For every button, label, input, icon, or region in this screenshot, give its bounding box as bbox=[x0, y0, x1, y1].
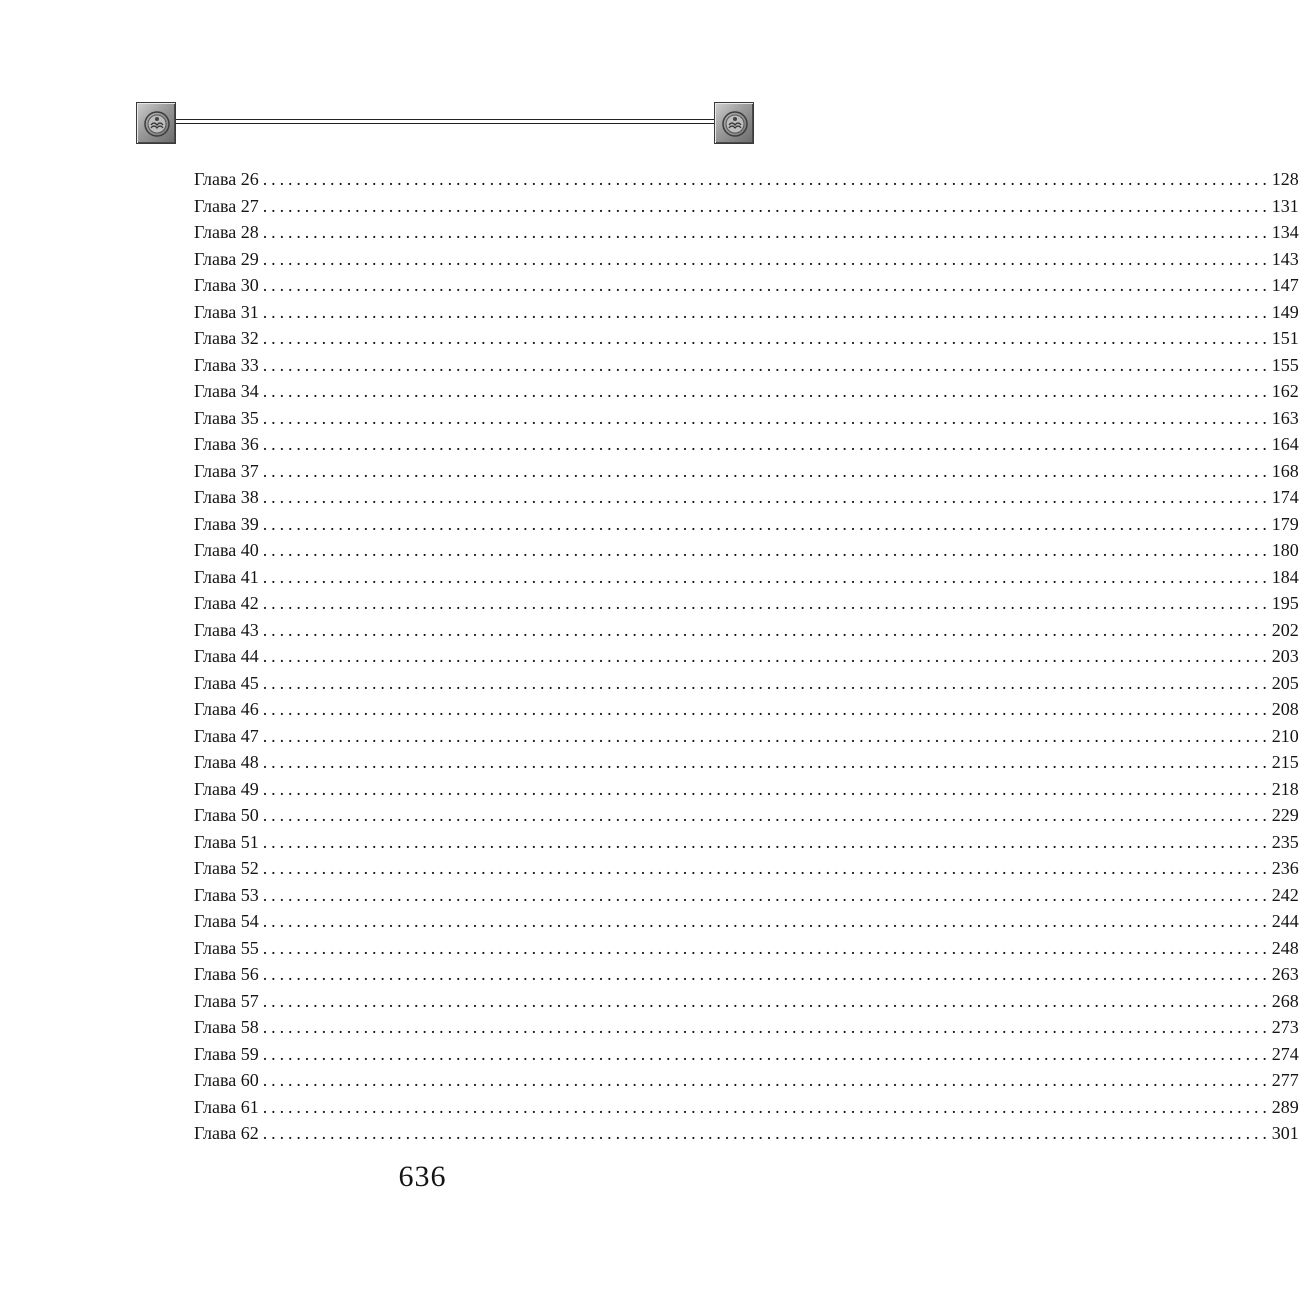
toc-entry-page: 162 bbox=[1271, 381, 1299, 401]
toc-entry-page: 235 bbox=[1271, 831, 1299, 852]
toc-entry-page: 203 bbox=[1271, 646, 1299, 666]
dot-leader: ........................................................................................................................ bbox=[262, 831, 1271, 852]
toc-entry bbox=[194, 643, 1299, 670]
toc-entry-label: Глава 50 bbox=[194, 805, 259, 825]
toc-entry-page: 301 bbox=[1271, 1123, 1299, 1143]
toc-entry-label: Глава 32 bbox=[194, 328, 259, 348]
dot-leader: ........................................................................................................................ bbox=[262, 275, 1271, 295]
toc-entry-label: Глава 52 bbox=[194, 858, 259, 878]
dot-leader: ........................................................................................................................ bbox=[262, 169, 1271, 189]
toc-entry bbox=[194, 908, 1299, 935]
dot-leader: ........................................................................................................................ bbox=[262, 619, 1271, 640]
toc-entry bbox=[194, 1041, 1299, 1068]
toc-entry bbox=[194, 776, 1299, 803]
toc-entry-label: Глава 54 bbox=[194, 911, 259, 931]
toc-entry-label: Глава 57 bbox=[194, 990, 259, 1011]
toc-entry-label: Глава 61 bbox=[194, 1096, 259, 1117]
dot-leader: ........................................................................................................................ bbox=[262, 805, 1271, 825]
toc-entry bbox=[194, 1067, 1299, 1094]
toc-entry-label: Глава 47 bbox=[194, 725, 259, 746]
toc-entry-label: Глава 46 bbox=[194, 699, 259, 719]
toc-entry-label: Глава 45 bbox=[194, 672, 259, 693]
toc-entry-page: 164 bbox=[1271, 434, 1299, 454]
toc-entry-label: Глава 30 bbox=[194, 275, 259, 295]
toc-entry bbox=[194, 484, 1299, 511]
dot-leader: ........................................................................................................................ bbox=[262, 964, 1271, 984]
toc-entry-page: 155 bbox=[1271, 354, 1299, 375]
toc-entry bbox=[194, 299, 1299, 326]
toc-entry bbox=[194, 272, 1299, 299]
toc-entry-page: 134 bbox=[1271, 222, 1299, 242]
dot-leader: ........................................................................................................................ bbox=[262, 778, 1271, 799]
dot-leader: ........................................................................................................................ bbox=[262, 487, 1271, 507]
double-rule bbox=[176, 119, 714, 125]
dot-leader: ........................................................................................................................ bbox=[262, 381, 1271, 401]
dot-leader: ........................................................................................................................ bbox=[262, 672, 1271, 693]
dot-leader: ........................................................................................................................ bbox=[262, 752, 1271, 772]
toc-entry bbox=[194, 325, 1299, 352]
toc-entry-label: Глава 51 bbox=[194, 831, 259, 852]
toc-entry-page: 210 bbox=[1271, 725, 1299, 746]
dot-leader: ........................................................................................................................ bbox=[262, 301, 1271, 322]
toc-entry-page: 218 bbox=[1271, 778, 1299, 799]
toc-entry-page: 179 bbox=[1271, 513, 1299, 534]
dot-leader: ........................................................................................................................ bbox=[262, 937, 1271, 958]
toc-entry-page: 208 bbox=[1271, 699, 1299, 719]
toc-entry-page: 244 bbox=[1271, 911, 1299, 931]
toc-entry-label: Глава 58 bbox=[194, 1017, 259, 1037]
toc-entry bbox=[194, 617, 1299, 644]
toc-entry-page: 268 bbox=[1271, 990, 1299, 1011]
toc-entry bbox=[194, 1094, 1299, 1121]
toc-entry-label: Глава 34 bbox=[194, 381, 259, 401]
toc-entry bbox=[194, 511, 1299, 538]
toc-entry-label: Глава 36 bbox=[194, 434, 259, 454]
toc-entry-label: Глава 42 bbox=[194, 593, 259, 613]
dot-leader: ........................................................................................................................ bbox=[262, 646, 1271, 666]
header-rule bbox=[136, 102, 754, 146]
toc-entry bbox=[194, 882, 1299, 909]
dot-leader: ........................................................................................................................ bbox=[262, 1123, 1271, 1143]
toc-entry bbox=[194, 988, 1299, 1015]
toc-entry-label: Глава 27 bbox=[194, 195, 259, 216]
dot-leader: ........................................................................................................................ bbox=[262, 725, 1271, 746]
toc-entry-page: 229 bbox=[1271, 805, 1299, 825]
stone-medallion-icon bbox=[136, 102, 176, 144]
toc-entry-page: 149 bbox=[1271, 301, 1299, 322]
toc-entry bbox=[194, 590, 1299, 617]
toc-entry bbox=[194, 166, 1299, 193]
toc-entry-label: Глава 44 bbox=[194, 646, 259, 666]
toc-entry-label: Глава 49 bbox=[194, 778, 259, 799]
toc-entry bbox=[194, 219, 1299, 246]
toc-entry-page: 205 bbox=[1271, 672, 1299, 693]
toc-entry bbox=[194, 802, 1299, 829]
toc-entry bbox=[194, 458, 1299, 485]
dot-leader: ........................................................................................................................ bbox=[262, 1017, 1271, 1037]
toc-entry-label: Глава 31 bbox=[194, 301, 259, 322]
toc-entry bbox=[194, 670, 1299, 697]
toc-entry-page: 147 bbox=[1271, 275, 1299, 295]
toc-entry bbox=[194, 935, 1299, 962]
toc-entry-page: 215 bbox=[1271, 752, 1299, 772]
toc-entry-page: 131 bbox=[1271, 195, 1299, 216]
toc-entry-label: Глава 55 bbox=[194, 937, 259, 958]
toc-entry bbox=[194, 352, 1299, 379]
dot-leader: ........................................................................................................................ bbox=[262, 566, 1271, 587]
dot-leader: ........................................................................................................................ bbox=[262, 593, 1271, 613]
dot-leader: ........................................................................................................................ bbox=[262, 328, 1271, 348]
dot-leader: ........................................................................................................................ bbox=[262, 540, 1271, 560]
toc-entry-page: 174 bbox=[1271, 487, 1299, 507]
dot-leader: ........................................................................................................................ bbox=[262, 911, 1271, 931]
dot-leader: ........................................................................................................................ bbox=[262, 1043, 1271, 1064]
toc-entry bbox=[194, 1120, 1299, 1147]
dot-leader: ........................................................................................................................ bbox=[262, 1096, 1271, 1117]
toc-entry-label: Глава 62 bbox=[194, 1123, 259, 1143]
toc-entry-page: 163 bbox=[1271, 407, 1299, 428]
toc-entry-label: Глава 39 bbox=[194, 513, 259, 534]
toc-entry bbox=[194, 961, 1299, 988]
toc-entry-label: Глава 53 bbox=[194, 884, 259, 905]
toc-entry-label: Глава 41 bbox=[194, 566, 259, 587]
toc-entry bbox=[194, 537, 1299, 564]
dot-leader: ........................................................................................................................ bbox=[262, 460, 1271, 481]
dot-leader: ........................................................................................................................ bbox=[262, 434, 1271, 454]
toc-entry-label: Глава 48 bbox=[194, 752, 259, 772]
toc-entry-label: Глава 43 bbox=[194, 619, 259, 640]
dot-leader: ........................................................................................................................ bbox=[262, 699, 1271, 719]
dot-leader: ........................................................................................................................ bbox=[262, 407, 1271, 428]
dot-leader: ........................................................................................................................ bbox=[262, 354, 1271, 375]
toc-entry-page: 168 bbox=[1271, 460, 1299, 481]
toc-entry-page: 236 bbox=[1271, 858, 1299, 878]
toc-entry-page: 274 bbox=[1271, 1043, 1299, 1064]
toc-entry-page: 151 bbox=[1271, 328, 1299, 348]
stone-medallion-icon bbox=[714, 102, 754, 144]
toc-entry-page: 289 bbox=[1271, 1096, 1299, 1117]
dot-leader: ........................................................................................................................ bbox=[262, 195, 1271, 216]
toc-entry bbox=[194, 749, 1299, 776]
dot-leader: ........................................................................................................................ bbox=[262, 1070, 1271, 1090]
toc-entry bbox=[194, 405, 1299, 432]
table-of-contents bbox=[194, 166, 1299, 1147]
toc-entry bbox=[194, 431, 1299, 458]
toc-entry bbox=[194, 246, 1299, 273]
toc-entry bbox=[194, 1014, 1299, 1041]
toc-entry-page: 195 bbox=[1271, 593, 1299, 613]
dot-leader: ........................................................................................................................ bbox=[262, 222, 1271, 242]
dot-leader: ........................................................................................................................ bbox=[262, 884, 1271, 905]
dot-leader: ........................................................................................................................ bbox=[262, 248, 1271, 269]
toc-entry-page: 248 bbox=[1271, 937, 1299, 958]
toc-entry-page: 180 bbox=[1271, 540, 1299, 560]
dot-leader: ........................................................................................................................ bbox=[262, 990, 1271, 1011]
dot-leader: ........................................................................................................................ bbox=[262, 513, 1271, 534]
toc-entry bbox=[194, 696, 1299, 723]
toc-entry-page: 184 bbox=[1271, 566, 1299, 587]
toc-entry-page: 277 bbox=[1271, 1070, 1299, 1090]
toc-entry-label: Глава 37 bbox=[194, 460, 259, 481]
toc-entry-label: Глава 29 bbox=[194, 248, 259, 269]
toc-entry-page: 202 bbox=[1271, 619, 1299, 640]
toc-entry-label: Глава 35 bbox=[194, 407, 259, 428]
toc-entry-label: Глава 59 bbox=[194, 1043, 259, 1064]
toc-entry-page: 273 bbox=[1271, 1017, 1299, 1037]
toc-entry bbox=[194, 855, 1299, 882]
toc-entry bbox=[194, 829, 1299, 856]
toc-entry bbox=[194, 193, 1299, 220]
toc-entry bbox=[194, 723, 1299, 750]
toc-entry-page: 143 bbox=[1271, 248, 1299, 269]
toc-entry-label: Глава 28 bbox=[194, 222, 259, 242]
toc-entry bbox=[194, 378, 1299, 405]
toc-entry-label: Глава 40 bbox=[194, 540, 259, 560]
page-number: 636 bbox=[398, 1160, 447, 1193]
toc-entry-page: 263 bbox=[1271, 964, 1299, 984]
toc-entry-label: Глава 33 bbox=[194, 354, 259, 375]
toc-entry-label: Глава 60 bbox=[194, 1070, 259, 1090]
toc-entry-label: Глава 26 bbox=[194, 169, 259, 189]
toc-entry-page: 128 bbox=[1271, 169, 1299, 189]
toc-entry-label: Глава 56 bbox=[194, 964, 259, 984]
toc-entry bbox=[194, 564, 1299, 591]
toc-entry-page: 242 bbox=[1271, 884, 1299, 905]
toc-entry-label: Глава 38 bbox=[194, 487, 259, 507]
dot-leader: ........................................................................................................................ bbox=[262, 858, 1271, 878]
